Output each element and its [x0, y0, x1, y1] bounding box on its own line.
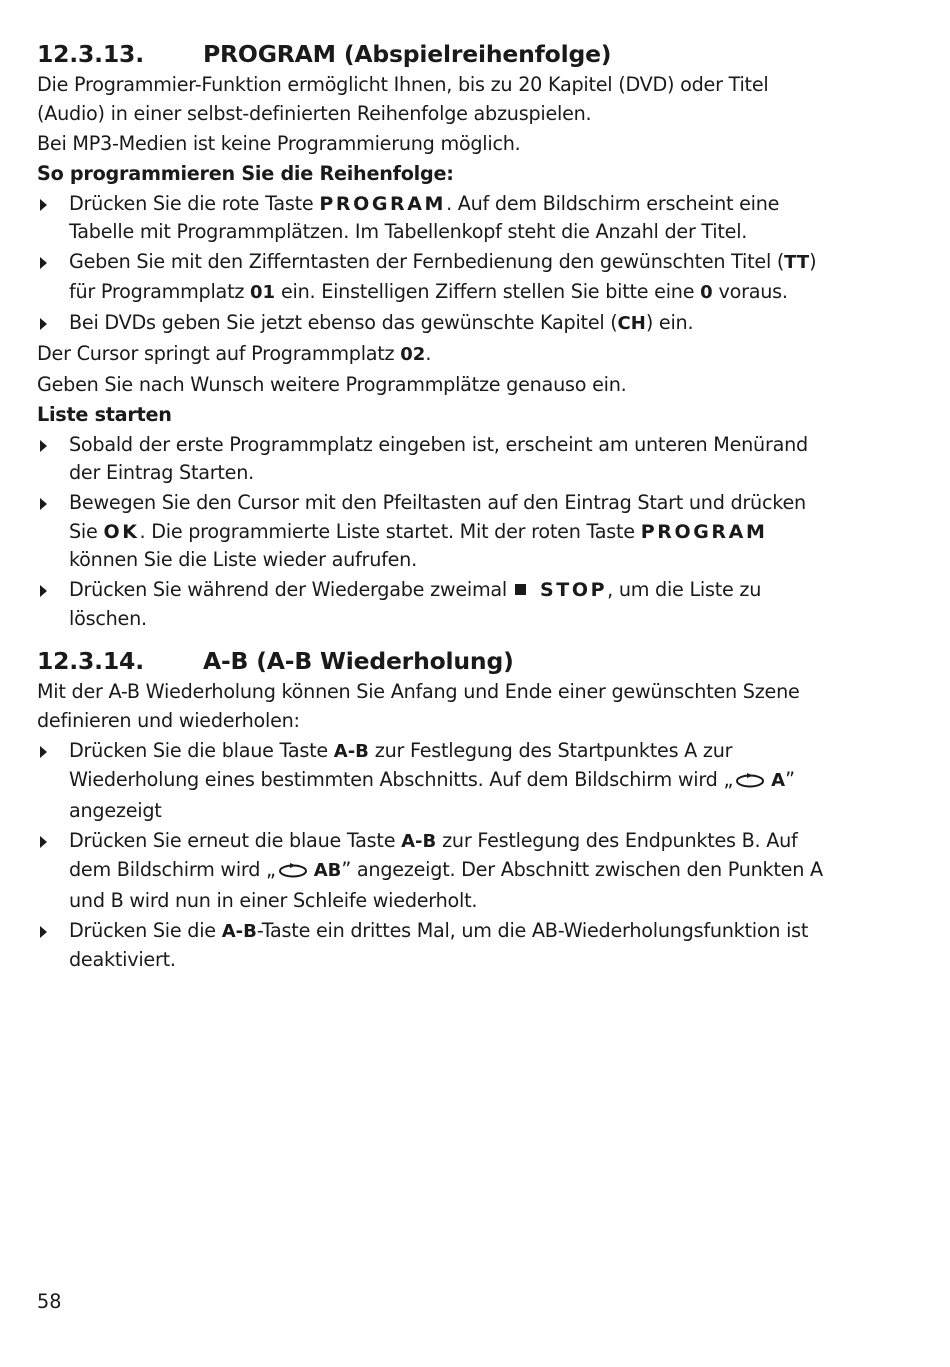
triangle-right-icon [40, 746, 47, 758]
text: Drücken Sie die rote Taste [69, 191, 314, 215]
text: Bewegen Sie den Cursor mit den Pfeiltasten auf den Eintrag Start und drücken Sie [69, 491, 806, 543]
section-title: A-B (A-B Wiederholung) [203, 647, 514, 675]
text: Sobald der erste Programmplatz eingeben ist, erscheint am unteren Menürand der Eintrag Starten. [69, 432, 808, 484]
paragraph-intro: Die Programmier-Funktion ermöglicht Ihnen, bis zu 20 Kapitel (DVD) oder Titel (Audio) in einer selbst-definierten Reihenfolge abzuspielen. [37, 73, 769, 125]
list-item [37, 190, 837, 247]
program-slot-label: 02 [400, 343, 426, 365]
text: ” angezeigt [69, 768, 795, 822]
text: Geben Sie mit den Zifferntasten der Fernbedienung den gewünschten Titel ( [69, 250, 785, 273]
program-steps-list [37, 190, 837, 339]
subheading-start-list: Liste starten [37, 402, 172, 426]
repeat-loop-icon [735, 768, 765, 797]
ok-key-label: OK [103, 520, 140, 543]
triangle-right-icon [40, 199, 47, 211]
stop-key-label: STOP [540, 579, 608, 601]
text: , um die Liste zu löschen. [69, 578, 762, 630]
manual-page [37, 38, 837, 976]
text: zur Festlegung des Endpunktes B. Auf dem Bildschirm wird „ [69, 828, 798, 881]
text: ” angezeigt. Der Abschnitt zwischen den Punkten A und B wird nun in einer Schleife wiederholt. [69, 858, 823, 912]
paragraph-ab-intro: Mit der A-B Wiederholung können Sie Anfang und Ende einer gewünschten Szene definieren und wiederholen: [37, 680, 800, 732]
list-item [37, 431, 837, 488]
paragraph-mp3-note: Bei MP3-Medien ist keine Programmierung möglich. [37, 131, 521, 155]
tt-key-label: TT [784, 252, 810, 273]
triangle-right-icon [40, 836, 47, 848]
section-number: 12.3.14. [37, 647, 144, 675]
text: Drücken Sie erneut die blaue Taste [69, 828, 396, 852]
text: . [425, 341, 432, 365]
text: Drücken Sie während der Wiedergabe zweimal [69, 578, 507, 601]
list-item [37, 917, 837, 975]
zero-key-label: 0 [700, 281, 713, 303]
list-item [37, 576, 837, 633]
text: können Sie die Liste wieder aufrufen. [69, 548, 417, 571]
text: Drücken Sie die [69, 918, 216, 942]
section-heading-ab-repeat [37, 645, 837, 677]
program-slot-label: 01 [250, 281, 276, 303]
ab-key-label: A-B [401, 830, 437, 852]
paragraph-cursor [37, 340, 837, 370]
section-title: PROGRAM (Abspielreihenfolge) [203, 40, 612, 68]
ab-key-label: A-B [221, 920, 257, 942]
triangle-right-icon [40, 498, 47, 510]
list-item [37, 827, 837, 916]
repeat-loop-icon [278, 858, 308, 887]
ch-key-label: CH [617, 312, 646, 334]
text: zur Festlegung des Startpunktes A zur Wiederholung eines bestimmten Abschnitts. Auf dem Bildschirm wird „ [69, 738, 734, 791]
triangle-right-icon [40, 440, 47, 452]
triangle-right-icon [40, 257, 47, 269]
text: . Auf dem Bildschirm erscheint eine Tabelle mit Programmplätzen. Im Tabellenkopf steht die Anzahl der Titel. [69, 191, 780, 243]
text: -Taste ein drittes Mal, um die AB-Wiederholungsfunktion ist deaktiviert. [69, 918, 809, 971]
ab-steps-list [37, 737, 837, 975]
ab-key-label: A-B [333, 740, 369, 762]
program-key-label: PROGRAM [640, 520, 768, 543]
list-item [37, 248, 837, 307]
program-key-label: PROGRAM [319, 192, 447, 215]
section-heading-program [37, 38, 837, 70]
triangle-right-icon [40, 585, 47, 597]
text: Drücken Sie die blaue Taste [69, 738, 328, 762]
section-number: 12.3.13. [37, 40, 144, 68]
list-item [37, 309, 837, 339]
stop-square-icon [515, 584, 526, 595]
text: ) für Programmplatz [69, 250, 817, 303]
text: Bei DVDs geben Sie jetzt ebenso das gewünschte Kapitel ( [69, 310, 618, 334]
triangle-right-icon [40, 318, 47, 330]
text: . Die programmierte Liste startet. Mit der roten Taste [139, 519, 635, 543]
text: Der Cursor springt auf Programmplatz [37, 341, 395, 365]
text: ein. Einstelligen Ziffern stellen Sie bitte eine [280, 279, 695, 303]
triangle-right-icon [40, 926, 47, 938]
page-number: 58 [37, 1290, 62, 1313]
text: ) ein. [645, 310, 694, 334]
paragraph-more-slots: Geben Sie nach Wunsch weitere Programmplätze genauso ein. [37, 372, 627, 396]
start-steps-list [37, 431, 837, 634]
list-item [37, 737, 837, 826]
display-ab-label: AB [313, 860, 342, 881]
list-item [37, 489, 837, 575]
subheading-program-order: So programmieren Sie die Reihenfolge: [37, 161, 454, 185]
display-a-label: A [771, 770, 786, 791]
text: voraus. [718, 279, 788, 303]
